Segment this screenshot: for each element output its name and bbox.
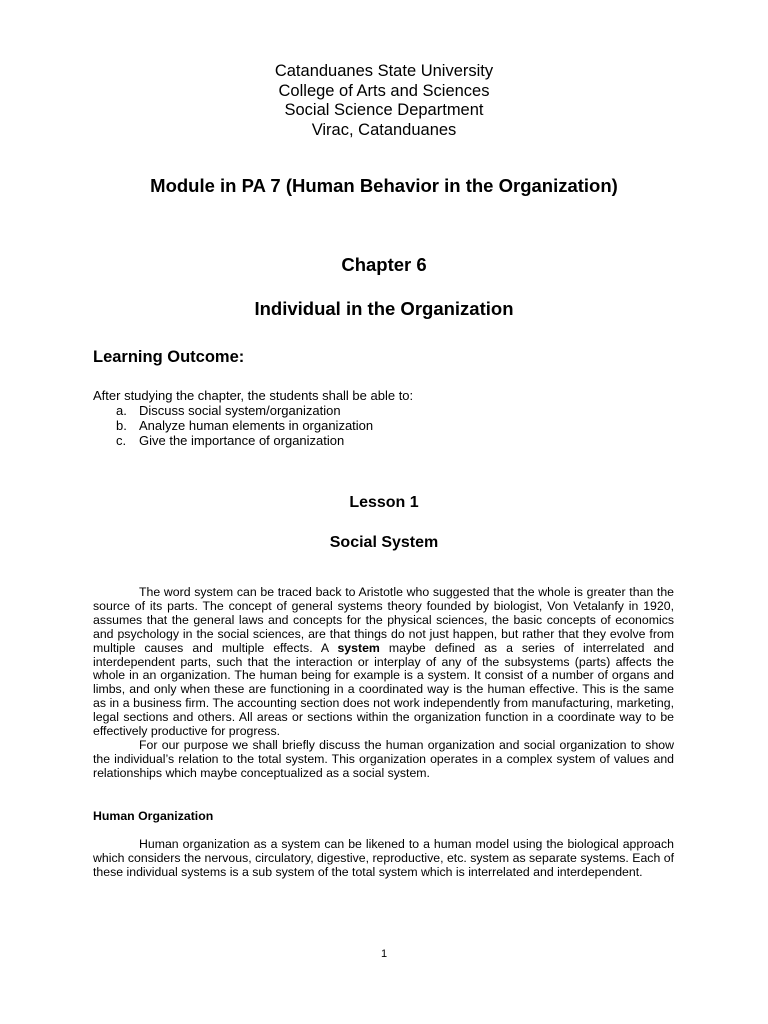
list-item-text: Discuss social system/organization	[139, 403, 341, 418]
department-name: Social Science Department	[284, 101, 484, 119]
module-title: Module in PA 7 (Human Behavior in the Organization)	[150, 175, 618, 196]
learning-outcome-heading: Learning Outcome:	[93, 348, 245, 366]
location: Virac, Catanduanes	[311, 120, 457, 139]
list-marker: a.	[116, 403, 127, 418]
chapter-title: Individual in the Organization	[254, 298, 514, 319]
list-marker: c.	[116, 433, 127, 449]
learning-outcome-intro: After studying the chapter, the students shall be able to:	[93, 388, 414, 403]
human-organization-heading: Human Organization	[93, 809, 214, 823]
institution-header	[0, 62, 768, 140]
university-name: Catanduanes State University	[274, 62, 494, 80]
bold-term: system	[337, 640, 380, 655]
paragraph: For our purpose we shall briefly discuss the human organization and social organization to show the individual’s relation to the total system. This organization operates in a complex system of values and relationships which maybe conceptualized as a social system.	[93, 737, 674, 780]
paragraph	[93, 586, 674, 739]
social-system-text	[93, 586, 674, 781]
list-item-text: Analyze human elements in organization	[139, 418, 374, 434]
learning-outcome-list	[116, 403, 373, 449]
paragraph-text: The word system can be traced back to Aristotle who suggested that the whole is greater than the source of its parts. The concept of general systems theory founded by biologist, Von Vetalanfy in 1920, assumes that the general laws and concepts for the physical sciences, the basic concepts of economics and psychology in the social sciences, are that things do not just happen, but rather that they evolve from multiple causes and multiple effects. A	[93, 585, 674, 655]
list-marker: b.	[116, 418, 127, 434]
list-item	[116, 403, 373, 418]
paragraph: Human organization as a system can be likened to a human model using the biological approach which considers the nervous, circulatory, digestive, reproductive, etc. system as separate systems. Each of these individual systems is a sub system of the total system which is interrelated and interdependent.	[93, 837, 674, 879]
list-item-text: Give the importance of organization	[139, 433, 345, 449]
college-name: College of Arts and Sciences	[278, 81, 490, 100]
human-organization-text	[93, 838, 674, 880]
chapter-label: Chapter 6	[341, 254, 427, 275]
lesson-title: Social System	[329, 534, 439, 551]
list-item	[116, 418, 373, 433]
list-item	[116, 433, 373, 448]
page-number: 1	[380, 948, 388, 960]
paragraph-text: maybe defined as a series of interrelated and interdependent parts, such that the interaction or interplay of any of the subsystems (parts) affects the whole in an organization. The human being for example is a system. It consist of a number of organs and limbs, and only when these are functioning in a coordinated way is the human effective. This is the same as in a business firm. The accounting section does not work independently from manufacturing, marketing, legal sections and others. All areas or sections within the organization function in a coordinate way to be effectively productive for progress.	[93, 640, 674, 739]
lesson-label: Lesson 1	[349, 494, 419, 511]
